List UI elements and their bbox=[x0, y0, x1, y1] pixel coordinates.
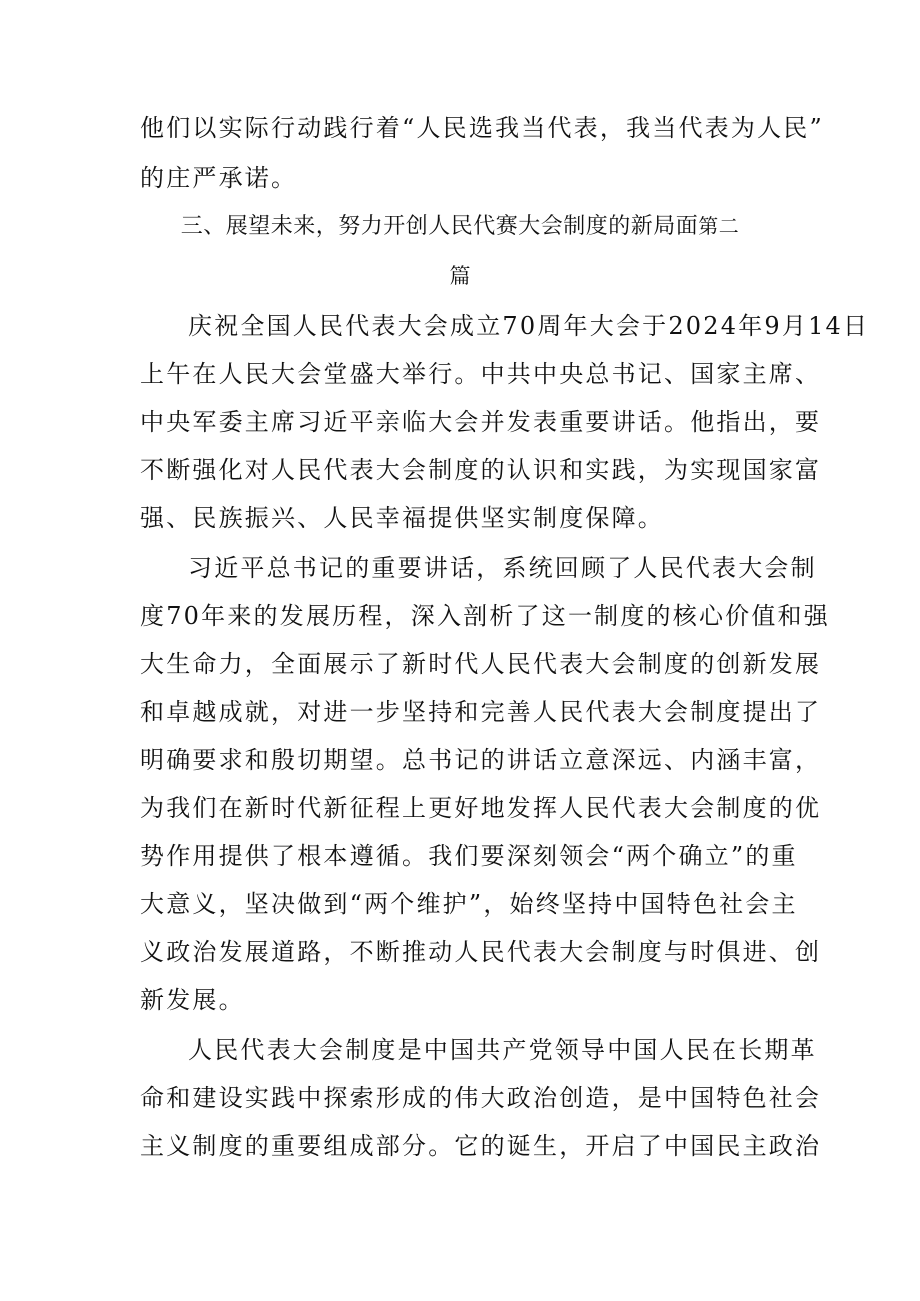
section-heading-continuation: 篇 bbox=[449, 264, 471, 288]
paragraph-3-line-2: 命和建设实践中探索形成的伟大政治创造，是中国特色社会 bbox=[140, 1084, 822, 1112]
section-heading-suffix: 第二 bbox=[698, 214, 740, 238]
section-heading-main: 三、展望未来，努力开创人民代赛大会制度的新局面 bbox=[180, 214, 699, 239]
paragraph-2-line-6: 为我们在新时代新征程上更好地发挥人民代表大会制度的优 bbox=[140, 794, 822, 822]
paragraph-2-line-9: 义政治发展道路，不断推动人民代表大会制度与时俱进、创 bbox=[140, 938, 822, 966]
opening-line-2: 的庄严承诺。 bbox=[140, 164, 298, 192]
paragraph-2-line-8: 大意义，坚决做到“两个维护”，始终坚持中国特色社会主 bbox=[140, 890, 798, 918]
paragraph-1-line-5: 强、民族振兴、人民幸福提供坚实制度保障。 bbox=[140, 504, 664, 532]
paragraph-2-line-1: 习近平总书记的重要讲话，系统回顾了人民代表大会制 bbox=[188, 554, 817, 582]
paragraph-1-line-2: 上午在人民大会堂盛大举行。中共中央总书记、国家主席、 bbox=[140, 360, 822, 388]
paragraph-2-line-5: 明确要求和殷切期望。总书记的讲话立意深远、内涵丰富， bbox=[140, 746, 822, 774]
paragraph-3-line-1: 人民代表大会制度是中国共产党领导中国人民在长期革 bbox=[188, 1036, 817, 1064]
paragraph-2-line-3: 大生命力，全面展示了新时代人民代表大会制度的创新发展 bbox=[140, 650, 822, 678]
opening-line-1: 他们以实际行动践行着“人民选我当代表，我当代表为人民” bbox=[140, 114, 824, 142]
paragraph-2-line-2: 度70年来的发展历程，深入剖析了这一制度的核心价值和强 bbox=[140, 602, 830, 630]
paragraph-2-line-4: 和卓越成就，对进一步坚持和完善人民代表大会制度提出了 bbox=[140, 698, 822, 726]
paragraph-3-line-3: 主义制度的重要组成部分。它的诞生，开启了中国民主政治 bbox=[140, 1132, 822, 1160]
paragraph-1-line-4: 不断强化对人民代表大会制度的认识和实践，为实现国家富 bbox=[140, 456, 822, 484]
paragraph-1-line-1: 庆祝全国人民代表大会成立70周年大会于2024年9月14日 bbox=[188, 312, 870, 340]
section-heading bbox=[140, 211, 780, 242]
paragraph-1-line-3: 中央军委主席习近平亲临大会并发表重要讲话。他指出，要 bbox=[140, 408, 822, 436]
paragraph-2-line-7: 势作用提供了根本遵循。我们要深刻领会“两个确立”的重 bbox=[140, 842, 798, 870]
paragraph-2-line-10: 新发展。 bbox=[140, 986, 245, 1014]
